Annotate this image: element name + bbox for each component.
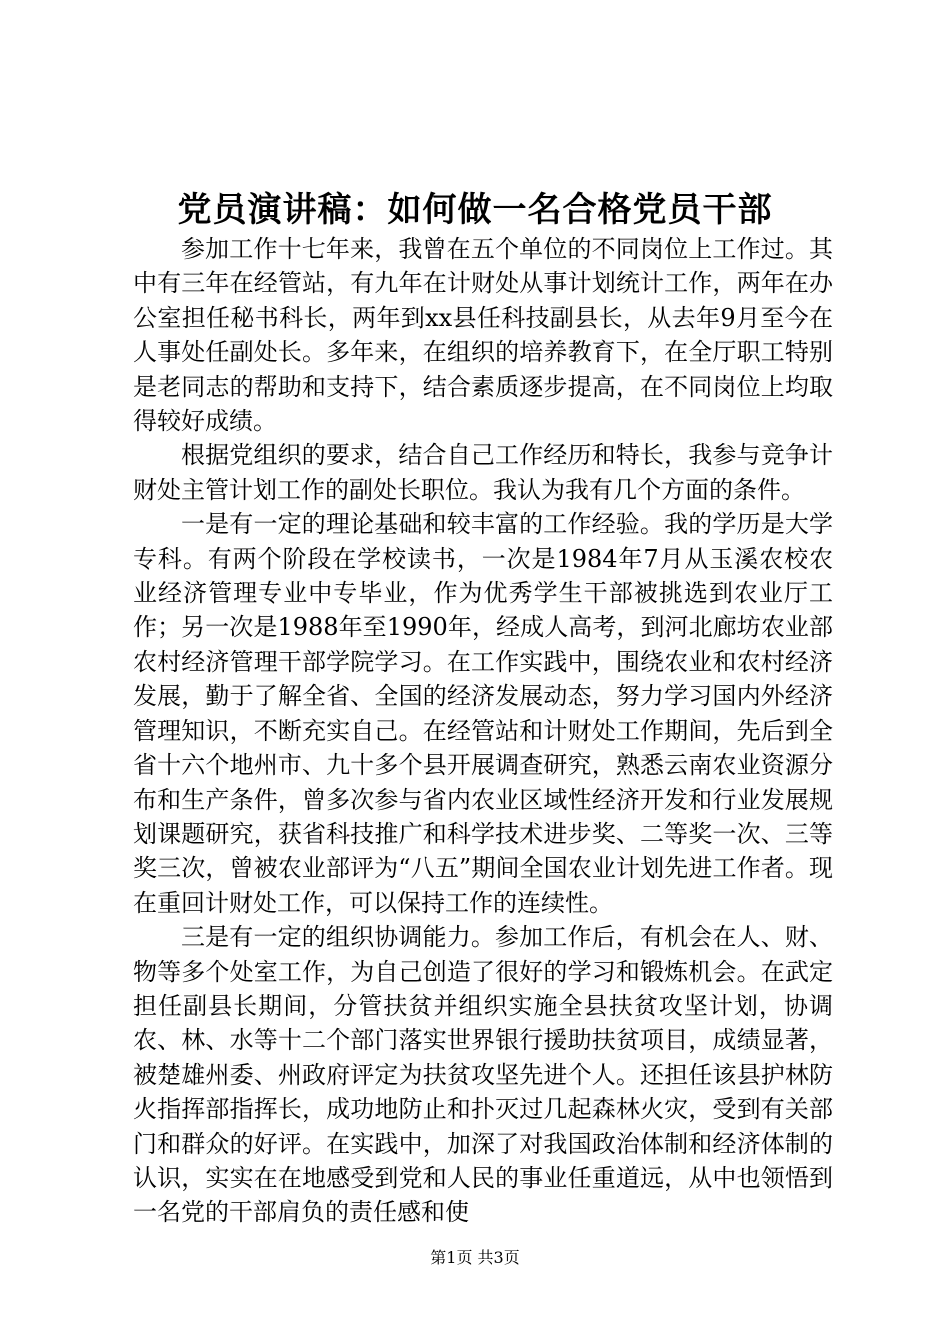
page-number-footer: 第1页 共3页 [430, 1248, 520, 1267]
paragraph: 三是有一定的组织协调能力。参加工作后，有机会在人、财、物等多个处室工作，为自己创造了很好的学习和锻炼机会。在武定担任副县长期间，分管扶贫并组织实施全县扶贫攻坚计划，协调农、林、水等十二个部门落实世界银行援助扶贫项目，成绩显著，被楚雄州委、州政府评定为扶贫攻坚先进个人。还担任该县护林防火指挥部指挥长，成功地防止和扑灭过几起森林火灾，受到有关部门和群众的好评。在实践中，加深了对我国政治体制和经济体制的认识，实实在在地感受到党和人民的事业任重道远，从中也领悟到一名党的干部肩负的责任感和使 [133, 923, 833, 1227]
document-body [133, 232, 833, 1230]
paragraph: 参加工作十七年来，我曾在五个单位的不同岗位上工作过。其中有三年在经管站，有九年在计财处从事计划统计工作，两年在办公室担任秘书科长，两年到xx县任科技副县长，从去年9月至今在人事处任副处长。多年来，在组织的培养教育下，在全厅职工特别是老同志的帮助和支持下，结合素质逐步提高，在不同岗位上均取得较好成绩。 [133, 235, 833, 436]
paragraph: 一是有一定的理论基础和较丰富的工作经验。我的学历是大学专科。有两个阶段在学校读书，一次是1984年7月从玉溪农校农业经济管理专业中专毕业，作为优秀学生干部被挑选到农业厅工作；另一次是1988年至1990年，经成人高考，到河北廊坊农业部农村经济管理干部学院学习。在工作实践中，围绕农业和农村经济发展，勤于了解全省、全国的经济发展动态，努力学习国内外经济管理知识，不断充实自己。在经管站和计财处工作期间，先后到全省十六个地州市、九十多个县开展调查研究，熟悉云南农业资源分布和生产条件，曾多次参与省内农业区域性经济开发和行业发展规划课题研究，获省科技推广和科学技术进步奖、二等奖一次、三等奖三次，曾被农业部评为“八五”期间全国农业计划先进工作者。现在重回计财处工作，可以保持工作的连续性。 [133, 510, 833, 917]
paragraph: 根据党组织的要求，结合自己工作经历和特长，我参与竞争计财处主管计划工作的副处长职位。我认为我有几个方面的条件。 [133, 441, 833, 504]
document-title: 党员演讲稿：如何做一名合格党员干部 [177, 190, 773, 230]
